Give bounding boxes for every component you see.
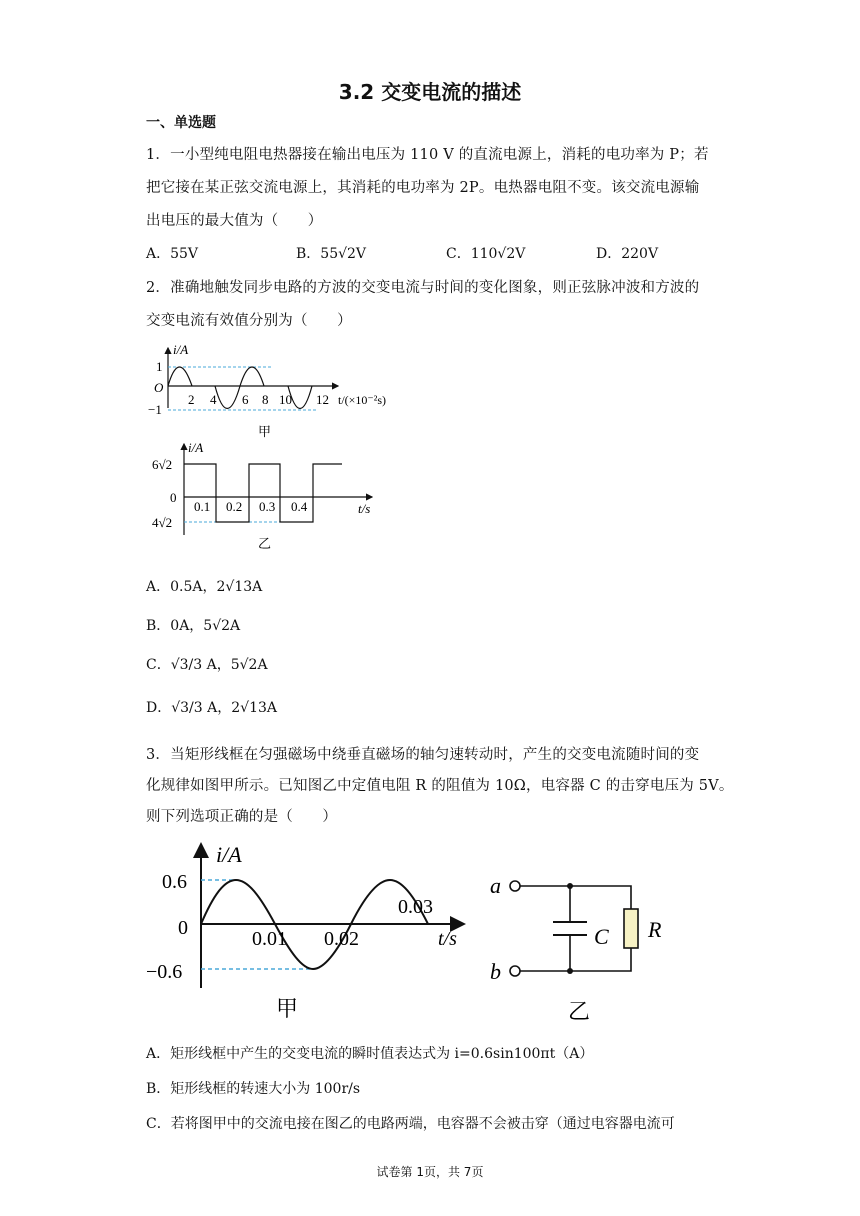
q3-line2: 化规律如图甲所示。已知图乙中定值电阻 R 的阻值为 10Ω，电容器 C 的击穿电压为 5V。 [146, 778, 734, 794]
resistor-r [624, 909, 638, 948]
ytick-pos: 6√2 [152, 457, 173, 472]
q1-option-b[interactable]: B．55√2V [296, 246, 367, 262]
caption-jia: 甲 [258, 424, 272, 439]
q2-option-c[interactable]: C．√3/3 A，5√2A [146, 657, 268, 673]
xtick-0.1: 0.1 [194, 499, 211, 514]
xtick-0.02: 0.02 [324, 928, 359, 950]
q1-option-c[interactable]: C．110√2V [446, 246, 526, 262]
ytick-origin: O [154, 380, 164, 395]
q2-line2: 交变电流有效值分别为（ ） [146, 313, 352, 329]
ytick-0: 0 [178, 917, 188, 939]
q3-line3: 则下列选项正确的是（ ） [146, 809, 338, 825]
page-footer: 试卷第 1页，共 7页 [376, 1165, 484, 1179]
caption-jia: 甲 [276, 996, 299, 1021]
ytick-minus0.6: −0.6 [146, 961, 183, 983]
xlabel: t/(×10⁻²s) [338, 393, 387, 407]
q2-figure-yi [146, 440, 386, 555]
q1-line2: 把它接在某正弦交流电源上，其消耗的电功率为 2P。电热器电阻不变。该交流电源输 [146, 180, 700, 196]
q3-option-b[interactable]: B．矩形线框的转速大小为 100r/s [146, 1081, 361, 1097]
q3-figure-jia [140, 838, 470, 1028]
xtick-4: 4 [210, 392, 217, 407]
ylabel: i/A [188, 440, 204, 455]
label-b: b [490, 959, 501, 984]
q2-option-d[interactable]: D．√3/3 A，2√13A [146, 700, 277, 716]
terminal-a [510, 881, 520, 891]
ylabel: i/A [173, 342, 189, 357]
caption-yi: 乙 [568, 999, 591, 1024]
xtick-12: 12 [316, 392, 329, 407]
label-c: C [594, 924, 609, 949]
section-heading: 一、单选题 [146, 115, 216, 131]
caption-yi: 乙 [258, 536, 272, 551]
ytick-0.6: 0.6 [162, 871, 187, 893]
xtick-0.2: 0.2 [226, 499, 243, 514]
q3-option-c[interactable]: C．若将图甲中的交流电接在图乙的电路两端，电容器不会被击穿（通过电容器电流可 [146, 1116, 675, 1132]
label-r: R [648, 917, 662, 942]
sine-pulse-3 [240, 367, 264, 386]
q1-option-a[interactable]: A．55V [146, 246, 199, 262]
ytick-0: 0 [170, 490, 177, 505]
q1-option-d[interactable]: D．220V [596, 246, 659, 262]
xtick-0.4: 0.4 [291, 499, 308, 514]
sine-pulse-2 [215, 386, 240, 409]
xlabel: t/s [438, 928, 457, 950]
junction-bottom [567, 968, 573, 974]
sine-pulse-1 [168, 367, 192, 386]
bottom-wire [520, 948, 631, 971]
ytick-minus1: −1 [148, 402, 162, 417]
xtick-2: 2 [188, 392, 195, 407]
ytick-neg: 4√2 [152, 515, 173, 530]
xlabel: t/s [358, 501, 371, 516]
xtick-0.01: 0.01 [252, 928, 287, 950]
q2-option-b[interactable]: B．0A，5√2A [146, 618, 241, 634]
q2-line1: 2．准确地触发同步电路的方波的交变电流与时间的变化图象，则正弦脉冲波和方波的 [146, 280, 700, 296]
label-a: a [490, 873, 501, 898]
q1-line1: 1．一小型纯电阻电热器接在输出电压为 110 V 的直流电源上，消耗的电功率为 P；若 [146, 147, 709, 163]
xtick-0.03: 0.03 [398, 896, 433, 918]
xtick-6: 6 [242, 392, 249, 407]
q3-line1: 3．当矩形线框在匀强磁场中绕垂直磁场的轴匀速转动时，产生的交变电流随时间的变 [146, 747, 700, 763]
q2-figure-jia [146, 340, 406, 440]
q3-option-a[interactable]: A．矩形线框中产生的交变电流的瞬时值表达式为 i=0.6sin100πt（A） [146, 1046, 594, 1062]
junction-top [567, 883, 573, 889]
ytick-1: 1 [156, 359, 163, 374]
top-wire [520, 886, 631, 909]
q2-option-a[interactable]: A．0.5A，2√13A [146, 579, 263, 595]
q1-line3: 出电压的最大值为（ ） [146, 213, 323, 229]
xtick-8: 8 [262, 392, 269, 407]
xtick-10: 10 [279, 392, 292, 407]
page-title: 3.2 交变电流的描述 [338, 80, 522, 104]
q3-figure-yi-circuit [484, 862, 704, 1028]
ylabel: i/A [216, 842, 242, 867]
xtick-0.3: 0.3 [259, 499, 276, 514]
terminal-b [510, 966, 520, 976]
